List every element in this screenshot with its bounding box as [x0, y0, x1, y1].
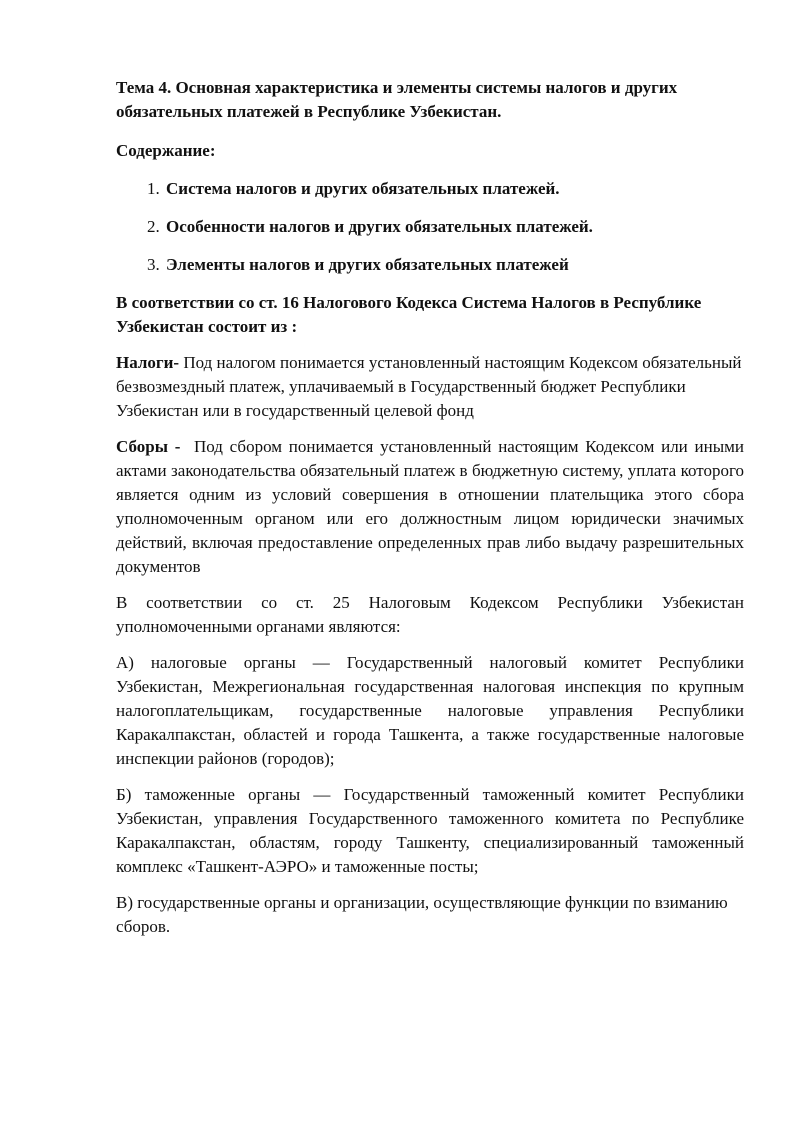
taxes-definition: Под налогом понимается установленный настоящим Кодексом обязательный безвозмездный платеж, уплачиваемый в Государственный бюджет Республики Узбекистан или в государственный целевой фонд: [116, 353, 742, 420]
fees-paragraph: [116, 435, 744, 579]
contents-item: 3. Элементы налогов и других обязательных платежей: [164, 253, 744, 277]
contents-heading: Содержание:: [116, 141, 216, 160]
document-page: [116, 76, 744, 951]
contents-item: 1. Система налогов и других обязательных платежей.: [164, 177, 744, 201]
document-title: Тема 4. Основная характеристика и элементы системы налогов и других обязательных платежей в Республике Узбекистан.: [116, 78, 678, 121]
authority-item-a: А) налоговые органы — Государственный налоговый комитет Республики Узбекистан, Межрегиональная государственная налоговая инспекция по крупным налогоплательщикам, государственные налоговые управления Республики Каракалпакстан, областей и города Ташкента, а также государственные налоговые инспекции районов (городов);: [116, 653, 744, 768]
fees-definition: Под сбором понимается установленный настоящим Кодексом или иными актами законодательства обязательный платеж в бюджетную систему, уплата которого является одним из условий совершения в отношении плательщика этого сбора уполномоченным органом или его должностным лицом юридически значимых действий, включая предоставление определенных прав либо выдачу разрешительных документов: [116, 437, 745, 576]
intro-paragraph: В соответствии со ст. 16 Налогового Кодекса Система Налогов в Республике Узбекистан состоит из :: [116, 293, 702, 336]
taxes-term: Налоги-: [116, 353, 180, 372]
authority-item-b: Б) таможенные органы — Государственный таможенный комитет Республики Узбекистан, управления Государственного таможенного комитета по Республике Каракалпакстан, областям, городу Ташкенту, специализированный таможенный комплекс «Ташкент-АЭРО» и таможенные посты;: [116, 785, 744, 876]
taxes-paragraph: [116, 351, 744, 423]
authorities-intro: В соответствии со ст. 25 Налоговым Кодексом Республики Узбекистан уполномоченными органами являются:: [116, 593, 744, 636]
contents-list: [116, 177, 744, 277]
fees-term: Сборы -: [116, 437, 181, 456]
authority-item-c: В) государственные органы и организации, осуществляющие функции по взиманию сборов.: [116, 893, 728, 936]
contents-item: 2. Особенности налогов и других обязательных платежей.: [164, 215, 744, 239]
